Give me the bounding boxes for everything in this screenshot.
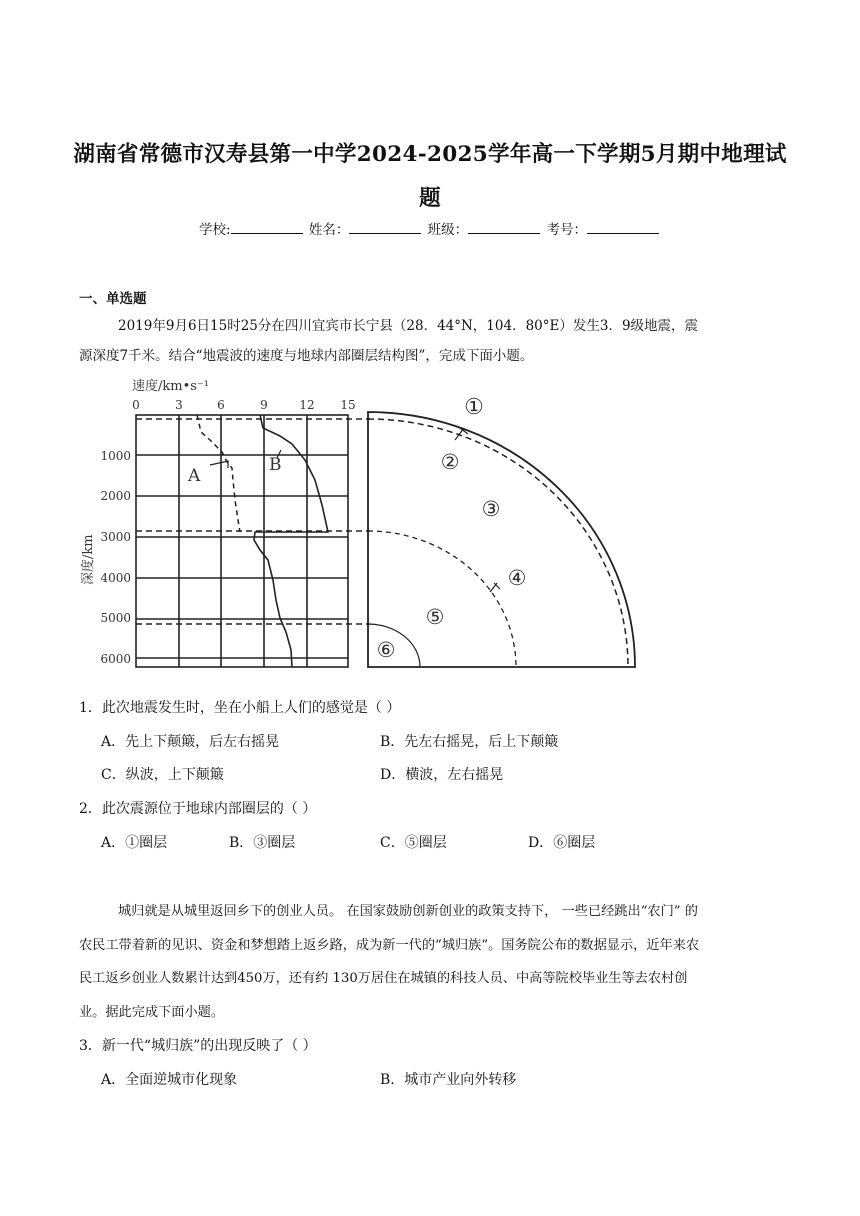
q1-option-d[interactable]: D．横波，左右摇晃 [380,767,504,783]
question-2-stem: 2．此次震源位于地球内部圈层的（ ） [79,801,317,817]
passage2-line4: 业。据此完成下面小题。 [79,1005,225,1020]
q2-option-b[interactable]: B．③圈层 [229,835,296,851]
chart-grid [136,415,348,667]
layer-label-1: ① [464,395,484,420]
depth-tick: 4000 [100,571,131,585]
depth-axis-label: 深度/km [81,534,96,585]
earth-section-diagram [368,412,635,667]
layer-label-3: ③ [481,497,501,521]
school-blank[interactable] [231,221,303,234]
depth-tick: 5000 [100,611,131,625]
passage1-line1: 2019年9月6日15时25分在四川宜宾市长宁县（28．44°N，104．80°E）发生3．9级地震，震 [118,318,699,334]
depth-tick: 1000 [100,449,131,463]
q1-option-c[interactable]: C．纵波，上下颠簸 [101,767,224,783]
name-label: 姓名： [308,222,350,238]
student-info-row [0,218,860,238]
depth-tick: 6000 [100,652,131,666]
wave-b-label: B [269,455,282,475]
document-title-line2: 题 [419,186,441,211]
q1-option-b[interactable]: B．先左右摇晃，后上下颠簸 [380,734,559,750]
boundary-dashed-lines [136,419,370,624]
wave-a-leader [210,461,228,468]
depth-tick: 3000 [100,530,131,544]
q2-option-a[interactable]: A．①圈层 [101,835,168,851]
speed-tick: 3 [175,398,183,412]
layer-label-5: ⑤ [425,605,445,629]
depth-tick: 2000 [100,489,131,503]
passage1-line2: 源深度7千米。结合“地震波的速度与地球内部圈层结构图”，完成下面小题。 [79,348,534,364]
section-heading: 一、单选题 [79,291,147,307]
passage2-line1: 城归就是从城里返回乡下的创业人员。 在国家鼓励创新创业的政策支持下， 一些已经跳出“农门” 的 [118,904,698,919]
class-label: 班级： [427,222,469,238]
speed-tick: 0 [132,398,140,412]
exam-number-blank[interactable] [587,221,659,234]
q3-option-a[interactable]: A．全面逆城市化现象 [101,1072,238,1088]
wave-b-curve [254,415,328,667]
q1-option-a[interactable]: A．先上下颠簸，后左右摇晃 [101,734,280,750]
layer-label-2: ② [440,450,460,474]
q2-option-c[interactable]: C．⑤圈层 [380,835,447,851]
speed-tick: 12 [299,398,315,412]
passage2-line3: 民工返乡创业人数累计达到450万，还有约 130万居住在城镇的科技人员、中高等院校毕业生等去农村创 [79,971,688,986]
speed-tick: 9 [260,398,268,412]
seismic-wave-figure [70,370,650,675]
q3-option-b[interactable]: B．城市产业向外转移 [380,1072,517,1088]
question-1-stem: 1．此次地震发生时，坐在小船上人们的感觉是（ ） [79,700,401,716]
passage2-line2: 农民工带着新的见识、资金和梦想踏上返乡路，成为新一代的“城归族”。国务院公布的数据显示，近年来农 [79,938,700,953]
q2-option-d[interactable]: D．⑥圈层 [528,835,596,851]
exam-number-label: 考号： [546,222,587,238]
speed-axis-label: 速度/km•s⁻¹ [132,379,209,394]
name-blank[interactable] [349,221,421,234]
class-blank[interactable] [468,221,540,234]
document-title-line1: 湖南省常德市汉寿县第一中学2024-2025学年高一下学期5月期中地理试 [73,142,787,167]
speed-tick: 15 [340,398,356,412]
speed-tick: 6 [217,398,225,412]
layer-label-6: ⑥ [376,638,396,662]
question-3-stem: 3．新一代“城归族”的出现反映了（ ） [79,1038,317,1054]
wave-a-curve [197,415,240,532]
layer-label-4: ④ [507,566,527,590]
school-label: 学校: [199,222,231,238]
wave-a-label: A [188,466,201,486]
